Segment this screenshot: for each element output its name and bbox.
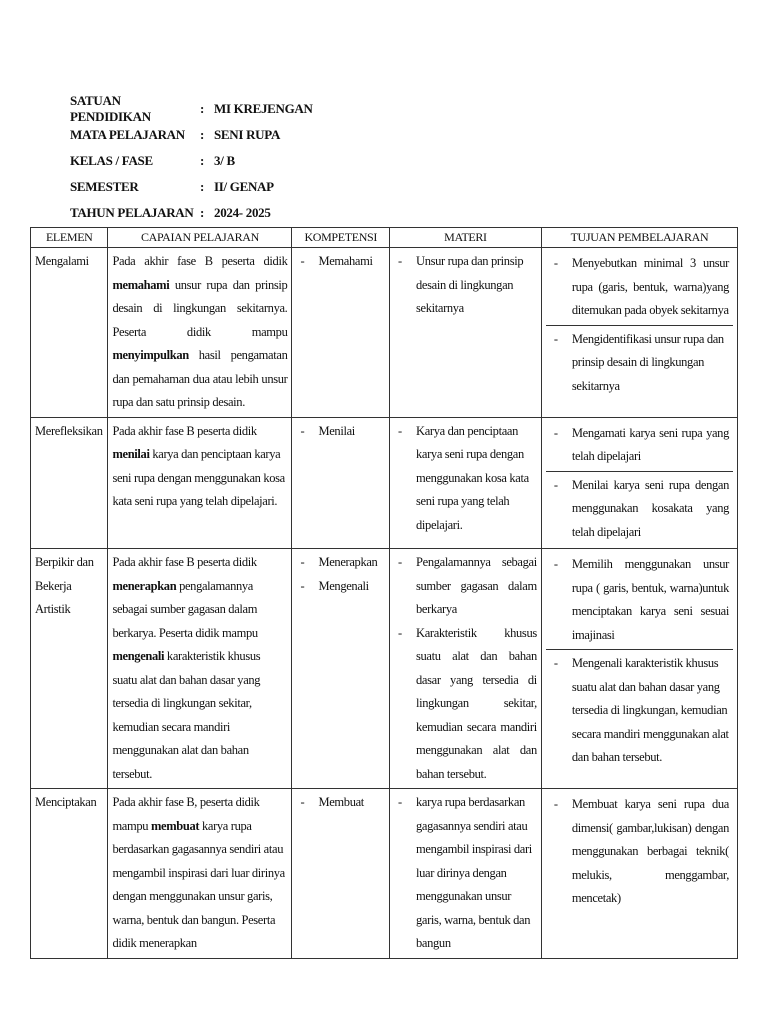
header-value: MI KREJENGAN — [214, 101, 313, 116]
capaian-text: Pada akhir fase B peserta didik — [112, 423, 257, 438]
header-label: SEMESTER — [70, 179, 139, 194]
curriculum-table — [30, 227, 738, 959]
dash-bullet: - — [300, 578, 305, 593]
header-row-mapel — [70, 122, 490, 148]
header-value: II/ GENAP — [214, 179, 274, 194]
dash-bullet: - — [553, 557, 558, 571]
cell-materi — [390, 549, 542, 789]
capaian-keyword: menerapkan — [112, 578, 177, 593]
list-item-text: Menerapkan — [318, 555, 378, 569]
list-item — [296, 575, 385, 599]
list-item — [296, 551, 385, 575]
capaian-text: hasil pengamatan dan pemahaman dua atau lebih unsur rupa dan satu prinsip desain. — [112, 348, 288, 409]
list-item-text: Mengenali karakteristik khusus suatu alat dan bahan dasar yang tersedia di lingkungan, kemudian secara mandiri menggunakan alat dan bahan tersebut. — [571, 656, 729, 764]
dash-bullet: - — [553, 797, 558, 811]
dash-bullet: - — [398, 795, 402, 809]
list-item-text: Menilai karya seni rupa dengan menggunakan kosakata yang telah dipelajari — [571, 477, 729, 539]
header-colon: : — [200, 153, 205, 168]
cell-materi — [390, 417, 542, 549]
header-row-kelas — [70, 148, 490, 174]
col-header-tujuan: TUJUAN PEMBELAJARAN — [541, 228, 737, 248]
header-label: SATUAN PENDIDIKAN — [70, 93, 151, 124]
cell-materi — [390, 789, 542, 959]
cell-elemen: Berpikir dan Bekerja Artistik — [31, 549, 108, 789]
list-item-text: Karakteristik khusus suatu alat dan bahan dasar yang tersedia di lingkungan sekitar, kemudian secara mandiri menggunakan alat dan bahan tersebut. — [416, 625, 537, 781]
dash-bullet: - — [300, 423, 305, 438]
list-item-text: karya rupa berdasarkan gagasannya sendiri atau mengambil inspirasi dari luar dirinya dengan menggunakan unsur garis, warna, bentuk dan bangun — [416, 795, 532, 950]
header-row-satuan — [70, 93, 490, 124]
list-item-text: Membuat — [318, 795, 364, 809]
cell-tujuan — [541, 417, 737, 549]
header-label: MATA PELAJARAN — [70, 127, 185, 142]
header-value: 3/ B — [214, 153, 235, 168]
table-row — [31, 789, 738, 959]
list-item — [546, 325, 733, 401]
dash-bullet: - — [300, 555, 305, 569]
list-item — [546, 649, 733, 772]
dash-bullet: - — [398, 555, 402, 569]
cell-elemen: Mengalami — [31, 248, 108, 418]
dash-bullet: - — [553, 477, 558, 492]
dash-bullet: - — [398, 423, 402, 438]
capaian-keyword: membuat — [150, 818, 200, 833]
cell-kompetensi — [292, 248, 390, 418]
capaian-text: Pada akhir fase B, peserta didik mampu — [112, 795, 260, 833]
list-item-text: Karya dan penciptaan karya seni rupa dengan menggunakan kosa kata seni rupa yang telah dipelajari. — [416, 423, 529, 532]
cell-kompetensi — [292, 417, 390, 549]
list-item — [394, 791, 537, 956]
cell-kompetensi — [292, 549, 390, 789]
dash-bullet: - — [553, 656, 558, 670]
list-item — [296, 420, 385, 444]
list-item-text: Mengidentifikasi unsur rupa dan prinsip desain di lingkungan sekitarnya — [571, 331, 724, 393]
capaian-keyword: mengenali — [112, 649, 165, 663]
capaian-text: karakteristik khusus suatu alat dan bahan dasar yang tersedia di lingkungan sekitar, kemudian secara mandiri menggunakan alat dan bahan tersebut. — [112, 649, 261, 781]
col-header-elemen: ELEMEN — [31, 228, 108, 248]
header-row-semester — [70, 174, 490, 200]
list-item — [394, 250, 537, 321]
header-colon: : — [200, 101, 205, 116]
capaian-text: karya dan penciptaan karya seni rupa dengan menggunakan kosa kata seni rupa yang telah dipelajari. — [112, 447, 285, 508]
cell-tujuan — [541, 789, 737, 959]
col-header-capaian: CAPAIAN PELAJARAN — [108, 228, 292, 248]
capaian-text: karya rupa berdasarkan gagasannya sendiri atau mengambil inspirasi dari luar dirinya dengan menggunakan unsur garis, warna, bentuk dan bangun. Peserta didik menerapkan — [112, 818, 285, 950]
list-item-text: Membuat karya seni rupa dua dimensi( gambar,lukisan) dengan menggunakan berbagai teknik( melukis, menggambar, mencetak) — [571, 797, 729, 905]
header-colon: : — [200, 205, 205, 220]
cell-tujuan — [541, 248, 737, 418]
dash-bullet: - — [398, 625, 402, 640]
dash-bullet: - — [300, 795, 305, 809]
cell-kompetensi — [292, 789, 390, 959]
list-item — [296, 250, 385, 274]
header-label: KELAS / FASE — [70, 153, 153, 168]
table-row — [31, 417, 738, 549]
capaian-text: Pada akhir fase B peserta didik — [112, 555, 257, 569]
capaian-text: unsur rupa dan prinsip desain di lingkungan sekitarnya. Peserta didik mampu — [112, 277, 288, 339]
cell-capaian — [108, 417, 292, 549]
capaian-keyword: menilai — [112, 447, 150, 461]
cell-materi — [390, 248, 542, 418]
list-item — [394, 420, 537, 538]
list-item — [394, 551, 537, 622]
header-label: TAHUN PELAJARAN — [70, 205, 194, 220]
cell-elemen: Merefleksikan — [31, 417, 108, 549]
dash-bullet: - — [553, 425, 558, 440]
header-row-tahun — [70, 200, 490, 226]
table-row — [31, 549, 738, 789]
table-header-row — [31, 228, 738, 248]
cell-capaian — [108, 248, 292, 418]
header-value: SENI RUPA — [214, 127, 281, 142]
capaian-text: Pada akhir fase B peserta didik — [112, 254, 288, 268]
list-item — [546, 471, 733, 547]
list-item — [546, 551, 733, 649]
header-colon: : — [200, 179, 205, 194]
list-item-text: Memahami — [318, 254, 373, 268]
cell-capaian — [108, 549, 292, 789]
list-item-text: Mengenali — [318, 578, 369, 593]
list-item — [296, 791, 385, 815]
list-item-text: Memilih menggunakan unsur rupa ( garis, bentuk, warna)untuk menciptakan karya seni sesuai imajinasi — [571, 557, 729, 642]
header-value: 2024- 2025 — [214, 205, 271, 220]
capaian-keyword: menyimpulkan — [112, 348, 189, 362]
list-item — [546, 420, 733, 471]
list-item — [546, 250, 733, 325]
cell-capaian — [108, 789, 292, 959]
col-header-materi: MATERI — [390, 228, 542, 248]
list-item-text: Unsur rupa dan prinsip desain di lingkungan sekitarnya — [416, 254, 524, 315]
dash-bullet: - — [300, 254, 305, 268]
capaian-text: pengalamannya sebagai sumber gagasan dalam berkarya. Peserta didik mampu — [112, 578, 258, 640]
col-header-kompetensi: KOMPETENSI — [292, 228, 390, 248]
list-item-text: Pengalamannya sebagai sumber gagasan dalam berkarya — [416, 555, 537, 616]
table-row — [31, 248, 738, 418]
cell-elemen: Menciptakan — [31, 789, 108, 959]
dash-bullet: - — [553, 331, 558, 346]
document-header — [70, 93, 490, 226]
list-item-text: Menyebutkan minimal 3 unsur rupa (garis, bentuk, warna)yang ditemukan pada obyek sekitarnya — [571, 256, 729, 317]
cell-tujuan — [541, 549, 737, 789]
capaian-keyword: memahami — [112, 277, 170, 292]
list-item — [546, 791, 733, 913]
dash-bullet: - — [398, 254, 402, 268]
dash-bullet: - — [553, 256, 558, 270]
list-item-text: Mengamati karya seni rupa yang telah dipelajari — [571, 425, 729, 463]
list-item — [394, 622, 537, 787]
list-item-text: Menilai — [318, 423, 355, 438]
header-colon: : — [200, 127, 205, 142]
